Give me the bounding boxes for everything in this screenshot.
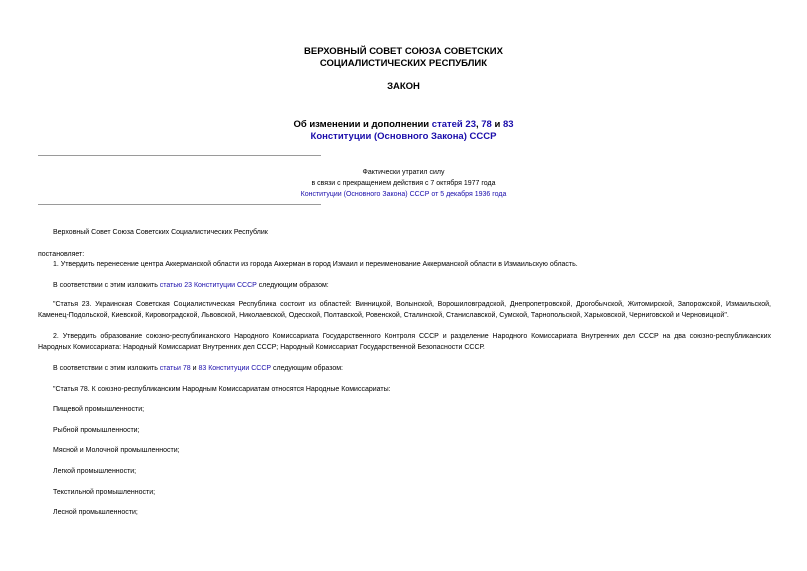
link-constitution[interactable]: Конституции (Основного Закона) СССР	[310, 131, 497, 142]
link-constitution-1936[interactable]: Конституции (Основного Закона) СССР от 5 декабря 1936 года	[300, 191, 507, 198]
subject-sep1: ,	[475, 119, 482, 130]
accord-2-and: и	[190, 365, 199, 372]
status-note-line1: Фактически утратил силу	[362, 169, 445, 176]
accord-1-prefix: В соответствии с этим изложить	[53, 282, 160, 289]
subject-prefix: Об изменении и дополнении	[293, 119, 432, 130]
decree-text: постановляет:	[38, 251, 85, 258]
article-23-text	[38, 300, 771, 321]
item-1-text: 1. Утвердить перенесение центра Аккерманской области из города Аккерман в город Измаил и переименование Аккерманской области в Измаильскую область.	[53, 261, 578, 268]
link-article-23[interactable]: статей 23	[431, 119, 476, 130]
document-subject	[0, 119, 807, 131]
divider-top	[38, 155, 321, 156]
list-item: Пищевой промышленности;	[53, 406, 145, 413]
document-type: ЗАКОН	[387, 81, 420, 92]
subject-sep2: и	[491, 119, 503, 130]
article-23-body: "Статья 23. Украинская Советская Социалистическая Республика состоит из областей: Винницкой, Волынской, Ворошиловградской, Днепропетровской, Дрогобычской, Житомирской, Запорожской, Измаильской, Каменец-Подольской, Киевской, Кировоградской, Львовской, Николаевской, Одесской, Полтавской, Ровенской, Сталинской, Станиславской, Сумской, Тарнопольской, Харьковской, Черниговской и Черновицкой".	[38, 301, 771, 319]
list-item: Лесной промышленности;	[53, 509, 138, 516]
link-article-83[interactable]: 83	[502, 119, 514, 130]
item-2-body: 2. Утвердить образование союзно-республиканского Народного Комиссариата Государственного Контроля СССР и разделение Народного Комиссариата Внутренних дел СССР на два союзно-республиканских Народных Комиссариата: Народный Комиссариат Внутренних дел СССР; Народный Комиссариат Государственной Безопасности СССР.	[38, 333, 771, 351]
list-item: Рыбной промышленности;	[53, 427, 140, 434]
link-article-78-constitution[interactable]: статьи 78	[159, 365, 191, 372]
item-2-text	[38, 332, 771, 353]
article-78-intro: "Статья 78. К союзно-республиканским Народным Комиссариатам относятся Народные Комиссариаты:	[53, 386, 391, 393]
link-article-23-constitution[interactable]: статью 23 Конституции СССР	[159, 282, 257, 289]
status-note-line2: в связи с прекращением действия с 7 октября 1977 года	[311, 180, 496, 187]
accord-1-text	[53, 281, 329, 291]
link-article-83-constitution[interactable]: 83 Конституции СССР	[198, 365, 272, 372]
accord-2-suffix: следующим образом:	[271, 365, 343, 372]
link-article-78[interactable]: 78	[481, 119, 492, 130]
header-title-line2: СОЦИАЛИСТИЧЕСКИХ РЕСПУБЛИК	[319, 58, 488, 69]
document-subject-line2	[0, 131, 807, 143]
list-item: Мясной и Молочной промышленности;	[53, 447, 180, 454]
status-note-line3	[0, 189, 807, 200]
list-item: Текстильной промышленности;	[53, 489, 156, 496]
list-item: Легкой промышленности;	[53, 468, 137, 475]
accord-2-prefix: В соответствии с этим изложить	[53, 365, 160, 372]
divider-bottom	[38, 204, 321, 205]
accord-1-suffix: следующим образом:	[256, 282, 329, 289]
issuer-text: Верховный Совет Союза Советских Социалистических Республик	[53, 229, 268, 236]
header-title-line1: ВЕРХОВНЫЙ СОВЕТ СОЮЗА СОВЕТСКИХ	[304, 46, 503, 57]
accord-2-text	[53, 364, 343, 374]
